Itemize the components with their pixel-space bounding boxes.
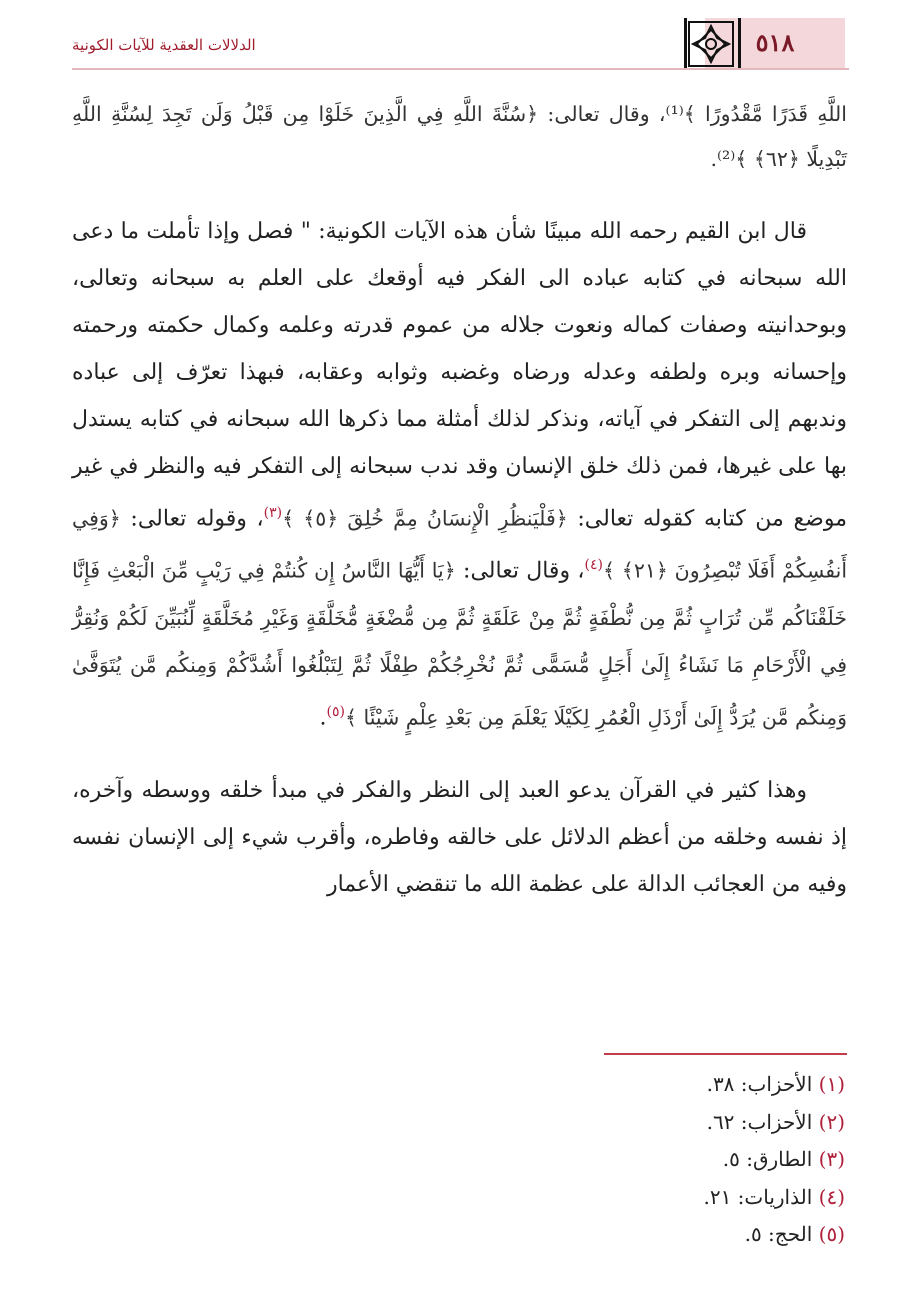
end-period: .: [319, 704, 327, 730]
footnote-item: (٢) الأحزاب: ٦٢.: [706, 1109, 845, 1134]
connector-text-2: ، وقال تعالى:: [455, 558, 585, 584]
verse-tariq: ﴿فَلْيَنظُرِ الْإِنسَانُ مِمَّ خُلِقَ ﴿٥﴾ ﴾: [282, 506, 568, 531]
page-content: [72, 92, 847, 908]
footnote-ref-4: (٤): [584, 557, 603, 574]
footnote-item: (٤) الذاريات: ٢١.: [703, 1184, 845, 1209]
paragraph-3: وهذا كثير في القرآن يدعو العبد إلى النظر والفكر في مبدأ خلقه ووسطه وآخره، إذ نفسه وخلقه من أعظم الدلائل على خالقه وفاطره، وأقرب شيء إلى الإنسان نفسه وفيه من العجائب الدالة على عظمة الله ما تنقضي الأعمار: [72, 777, 847, 897]
footnote-ref-5: (٥): [326, 703, 345, 720]
footnote-item: (١) الأحزاب: ٣٨.: [706, 1072, 845, 1096]
connector-text-1: ، وقوله تعالى:: [120, 506, 264, 532]
header-rule: [72, 68, 849, 70]
paragraph-1: اللَّهِ قَدَرًا مَّقْدُورًا ﴾⁽¹⁾، وقال تعالى: ﴿سُنَّةَ اللَّهِ فِي الَّذِينَ خَلَوْا مِن قَبْلُ وَلَن تَجِدَ لِسُنَّةِ اللَّهِ تَبْدِيلًا ﴿٦٢﴾ ﴾⁽²⁾.: [72, 102, 847, 171]
footnote-item: (٥) الحج: ٥.: [744, 1222, 845, 1246]
page-number: ٥١٨: [705, 18, 845, 68]
footnote-ref-3: (٣): [263, 505, 283, 521]
verse-dhariyat: ﴿وَفِي أَنفُسِكُمْ أَفَلَا تُبْصِرُونَ ﴿٢١﴾ ﴾: [72, 506, 848, 583]
ornament-divider-right: [738, 18, 741, 70]
paragraph-2: [72, 208, 847, 741]
verse-hajj: ﴿يَا أَيُّهَا النَّاسُ إِن كُنتُمْ فِي رَيْبٍ مِّنَ الْبَعْثِ فَإِنَّا خَلَقْنَاكُم مِّن تُرَابٍ ثُمَّ مِن نُّطْفَةٍ ثُمَّ مِنْ عَلَقَةٍ ثُمَّ مِن مُّضْغَةٍ مُّخَلَّقَةٍ وَغَيْرِ مُخَلَّقَةٍ لِّنُبَيِّنَ لَكُمْ وَنُقِرُّ فِي الْأَرْحَامِ مَا نَشَاءُ إِلَىٰ أَجَلٍ مُّسَمًّى ثُمَّ نُخْرِجُكُمْ طِفْلًا ثُمَّ لِتَبْلُغُوا أَشُدَّكُمْ وَمِنكُم مَّن يُتَوَفَّىٰ وَمِنكُم مَّن يُرَدُّ إِلَىٰ أَرْذَلِ الْعُمُرِ لِكَيْلَا يَعْلَمَ مِن بَعْدِ عِلْمٍ شَيْئًا ﴾: [72, 558, 847, 729]
ornament-icon: [687, 20, 735, 68]
footnote-item: (٣) الطارق: ٥.: [722, 1147, 845, 1171]
book-title: الدلالات العقدية للآيات الكونية: [72, 36, 256, 54]
ibn-qayyim-quote: قال ابن القيم رحمه الله مبينًا شأن هذه الآيات الكونية: " فصل وإذا تأملت ما دعى الله سبحانه في كتابه عباده الى الفكر فيه أوقعك على العلم به سبحانه وتعالى، وبوحدانيته وصفات كماله ونعوت جلاله من عموم قدرته وعلمه وكمال حكمته ورحمته وإحسانه وبره ولطفه وعدله ورضاه وغضبه وثوابه وعقابه، فبهذا تعرّف إلى عباده وندبهم إلى التفكر في آياته، ونذكر لذلك أمثلة مما ذكرها الله سبحانه في كتابه يستدل بها على غيرها، فمن ذلك خلق الإنسان وقد ندب سبحانه إلى التفكر فيه والنظر في غير موضع من كتابه كقوله تعالى:: [72, 219, 847, 532]
footnotes: [703, 1066, 845, 1254]
footnote-separator: [604, 1053, 847, 1055]
